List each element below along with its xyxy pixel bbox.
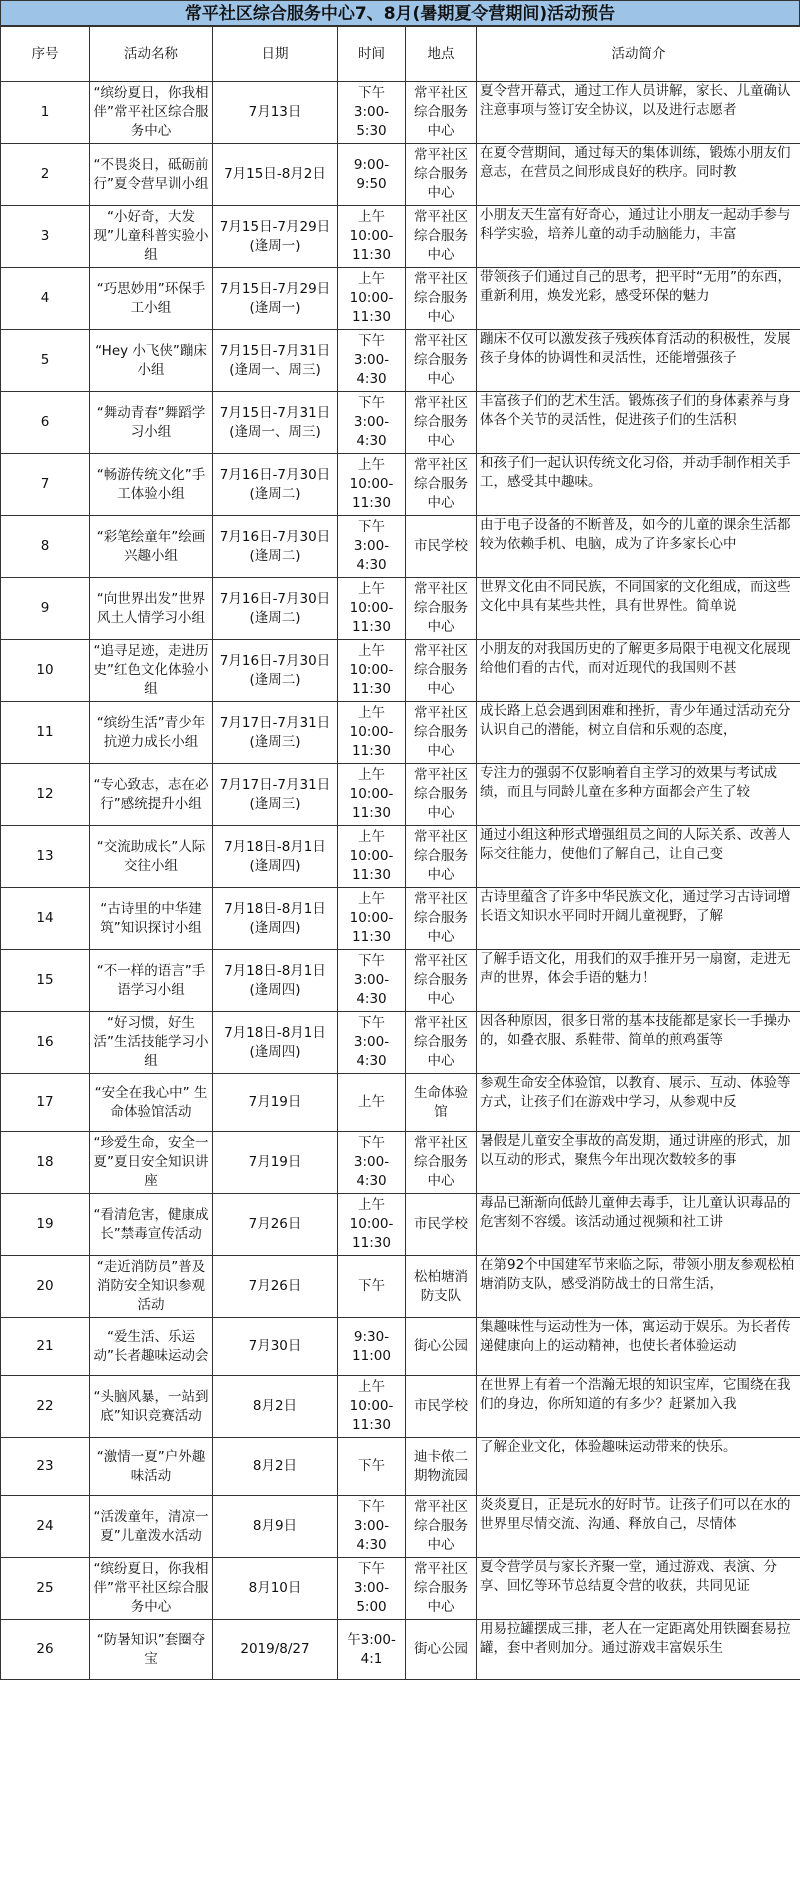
cell-time: 下午3:00-4:30	[338, 950, 406, 1012]
table-row	[1, 516, 800, 578]
cell-activity-name: “活泼童年，清凉一夏”儿童泼水活动	[90, 1496, 213, 1558]
cell-location: 迪卡侬二期物流园	[406, 1438, 477, 1496]
cell-time: 9:30-11:00	[338, 1318, 406, 1376]
table-row	[1, 888, 800, 950]
cell-description	[477, 1074, 800, 1132]
cell-activity-name: “彩笔绘童年”绘画兴趣小组	[90, 516, 213, 578]
cell-location: 常平社区综合服务中心	[406, 950, 477, 1012]
cell-activity-name: “不一样的语言”手语学习小组	[90, 950, 213, 1012]
cell-index: 6	[1, 392, 90, 454]
cell-index: 16	[1, 1012, 90, 1074]
description-text: 小朋友的对我国历史的了解更多局限于电视文化展现给他们看的古代，而对近现代的我国则不甚	[480, 641, 791, 676]
cell-description	[477, 454, 800, 516]
table-row	[1, 206, 800, 268]
cell-time: 上午10:00-11:30	[338, 702, 406, 764]
cell-location: 市民学校	[406, 1376, 477, 1438]
cell-activity-name: “好习惯，好生活”生活技能学习小组	[90, 1012, 213, 1074]
cell-index: 15	[1, 950, 90, 1012]
table-row	[1, 330, 800, 392]
cell-description	[477, 330, 800, 392]
cell-description	[477, 578, 800, 640]
header-row	[1, 27, 800, 82]
table-row	[1, 1620, 800, 1680]
cell-time: 9:00-9:50	[338, 144, 406, 206]
table-row	[1, 640, 800, 702]
cell-description	[477, 1620, 800, 1680]
cell-index: 5	[1, 330, 90, 392]
cell-location: 常平社区综合服务中心	[406, 454, 477, 516]
cell-activity-name: “追寻足迹，走进历史”红色文化体验小组	[90, 640, 213, 702]
cell-date: 7月17日-7月31日(逢周三)	[213, 764, 338, 826]
table-row	[1, 1132, 800, 1194]
cell-index: 24	[1, 1496, 90, 1558]
cell-activity-name: “Hey 小飞侠”蹦床小组	[90, 330, 213, 392]
cell-index: 9	[1, 578, 90, 640]
cell-time: 上午10:00-11:30	[338, 206, 406, 268]
cell-time: 上午10:00-11:30	[338, 454, 406, 516]
cell-location: 常平社区综合服务中心	[406, 702, 477, 764]
table-row	[1, 702, 800, 764]
table-row	[1, 1256, 800, 1318]
description-text: 和孩子们一起认识传统文化习俗，并动手制作相关手工，感受其中趣味。	[480, 455, 791, 490]
cell-description	[477, 1376, 800, 1438]
cell-date: 7月16日-7月30日(逢周二)	[213, 640, 338, 702]
cell-date: 7月19日	[213, 1074, 338, 1132]
cell-index: 7	[1, 454, 90, 516]
cell-description	[477, 950, 800, 1012]
table-row	[1, 1496, 800, 1558]
cell-date: 7月15日-7月31日(逢周一、周三)	[213, 330, 338, 392]
table-row	[1, 1012, 800, 1074]
cell-description	[477, 640, 800, 702]
cell-description	[477, 206, 800, 268]
cell-description	[477, 764, 800, 826]
cell-date: 7月18日-8月1日(逢周四)	[213, 1012, 338, 1074]
cell-location: 常平社区综合服务中心	[406, 764, 477, 826]
description-text: 带领孩子们通过自己的思考，把平时“无用”的东西，重新利用，焕发光彩，感受环保的魅力	[480, 269, 791, 304]
cell-description	[477, 1558, 800, 1620]
table-row	[1, 578, 800, 640]
cell-location: 常平社区综合服务中心	[406, 1558, 477, 1620]
cell-location: 常平社区综合服务中心	[406, 392, 477, 454]
cell-time: 下午3:00-4:30	[338, 1132, 406, 1194]
table-row	[1, 826, 800, 888]
description-text: 用易拉罐摆成三排，老人在一定距离处用铁圈套易拉罐，套中者则加分。通过游戏丰富娱乐生	[480, 1621, 791, 1656]
cell-location: 市民学校	[406, 1194, 477, 1256]
cell-index: 22	[1, 1376, 90, 1438]
table-row	[1, 764, 800, 826]
header-location: 地点	[406, 27, 477, 82]
description-text: 蹦床不仅可以激发孩子残疾体育活动的积极性，发展孩子身体的协调性和灵活性，还能增强孩子	[480, 331, 791, 366]
cell-time: 下午3:00-4:30	[338, 516, 406, 578]
cell-description	[477, 888, 800, 950]
cell-index: 12	[1, 764, 90, 826]
cell-location: 市民学校	[406, 516, 477, 578]
cell-time: 上午10:00-11:30	[338, 268, 406, 330]
cell-index: 23	[1, 1438, 90, 1496]
cell-description	[477, 1496, 800, 1558]
table-row	[1, 392, 800, 454]
cell-activity-name: “缤纷生活”青少年抗逆力成长小组	[90, 702, 213, 764]
cell-index: 19	[1, 1194, 90, 1256]
cell-activity-name: “珍爱生命，安全一夏”夏日安全知识讲座	[90, 1132, 213, 1194]
description-text: 成长路上总会遇到困难和挫折，青少年通过活动充分认识自己的潜能，树立自信和乐观的态度，	[480, 703, 791, 738]
cell-location: 常平社区综合服务中心	[406, 144, 477, 206]
description-text: 毒品已渐渐向低龄儿童伸去毒手，让儿童认识毒品的危害刻不容缓。该活动通过视频和社工讲	[480, 1195, 791, 1230]
cell-description	[477, 702, 800, 764]
cell-date: 8月10日	[213, 1558, 338, 1620]
cell-index: 11	[1, 702, 90, 764]
cell-description	[477, 144, 800, 206]
description-text: 参观生命安全体验馆，以教育、展示、互动、体验等方式，让孩子们在游戏中学习，从参观中反	[480, 1075, 791, 1110]
cell-activity-name: “小好奇，大发现”儿童科普实验小组	[90, 206, 213, 268]
cell-activity-name: “走近消防员”普及消防安全知识参观活动	[90, 1256, 213, 1318]
cell-activity-name: “向世界出发”世界风土人情学习小组	[90, 578, 213, 640]
cell-index: 25	[1, 1558, 90, 1620]
cell-date: 7月19日	[213, 1132, 338, 1194]
table-row	[1, 1376, 800, 1438]
activity-table	[0, 26, 800, 1680]
cell-index: 18	[1, 1132, 90, 1194]
description-text: 在第92个中国建军节来临之际，带领小朋友参观松柏塘消防支队，感受消防战士的日常生活，	[480, 1257, 795, 1292]
cell-index: 17	[1, 1074, 90, 1132]
sheet-title: 常平社区综合服务中心7、8月(暑期夏令营期间)活动预告	[0, 0, 800, 26]
table-row	[1, 950, 800, 1012]
cell-activity-name: “缤纷夏日，你我相伴”常平社区综合服务中心	[90, 1558, 213, 1620]
cell-time: 下午3:00-4:30	[338, 330, 406, 392]
cell-index: 13	[1, 826, 90, 888]
cell-location: 常平社区综合服务中心	[406, 206, 477, 268]
description-text: 通过小组这种形式增强组员之间的人际关系、改善人际交往能力，使他们了解自己，让自己变	[480, 827, 791, 862]
cell-date: 7月26日	[213, 1194, 338, 1256]
table-row	[1, 268, 800, 330]
cell-activity-name: “舞动青春”舞蹈学习小组	[90, 392, 213, 454]
cell-description	[477, 1012, 800, 1074]
cell-index: 3	[1, 206, 90, 268]
cell-location: 常平社区综合服务中心	[406, 1496, 477, 1558]
cell-date: 8月9日	[213, 1496, 338, 1558]
cell-time: 上午10:00-11:30	[338, 578, 406, 640]
description-text: 在夏令营期间，通过每天的集体训练，锻炼小朋友们意志，在营员之间形成良好的秩序。同时教	[480, 145, 791, 180]
cell-activity-name: “头脑风暴，一站到底”知识竞赛活动	[90, 1376, 213, 1438]
cell-time: 下午3:00-4:30	[338, 1496, 406, 1558]
cell-date: 8月2日	[213, 1438, 338, 1496]
cell-time: 下午3:00-5:30	[338, 82, 406, 144]
description-text: 集趣味性与运动性为一体，寓运动于娱乐。为长者传递健康向上的运动精神，也使长者体验运动	[480, 1319, 791, 1354]
cell-index: 21	[1, 1318, 90, 1376]
cell-activity-name: “激情一夏”户外趣味活动	[90, 1438, 213, 1496]
cell-index: 26	[1, 1620, 90, 1680]
cell-date: 7月15日-7月29日(逢周一)	[213, 268, 338, 330]
cell-date: 7月15日-7月31日(逢周一、周三)	[213, 392, 338, 454]
cell-activity-name: “不畏炎日，砥砺前行”夏令营早训小组	[90, 144, 213, 206]
table-row	[1, 1074, 800, 1132]
cell-time: 上午10:00-11:30	[338, 640, 406, 702]
cell-location: 街心公园	[406, 1318, 477, 1376]
description-text: 由于电子设备的不断普及，如今的儿童的课余生活都较为依赖手机、电脑，成为了许多家长心中	[480, 517, 791, 552]
cell-location: 常平社区综合服务中心	[406, 888, 477, 950]
description-text: 了解手语文化，用我们的双手推开另一扇窗，走进无声的世界，体会手语的魅力！	[480, 951, 791, 986]
table-header	[1, 27, 800, 82]
cell-time: 下午3:00-4:30	[338, 392, 406, 454]
cell-activity-name: “爱生活、乐运动”长者趣味运动会	[90, 1318, 213, 1376]
cell-date: 7月18日-8月1日(逢周四)	[213, 826, 338, 888]
cell-time: 上午	[338, 1074, 406, 1132]
description-text: 炎炎夏日，正是玩水的好时节。让孩子们可以在水的世界里尽情交流、沟通、释放自己，尽情体	[480, 1497, 791, 1532]
cell-activity-name: “缤纷夏日，你我相伴”常平社区综合服务中心	[90, 82, 213, 144]
cell-location: 松柏塘消防支队	[406, 1256, 477, 1318]
header-date: 日期	[213, 27, 338, 82]
cell-location: 常平社区综合服务中心	[406, 1132, 477, 1194]
description-text: 因各种原因，很多日常的基本技能都是家长一手操办的，如叠衣服、系鞋带、简单的煎鸡蛋等	[480, 1013, 791, 1048]
cell-location: 常平社区综合服务中心	[406, 578, 477, 640]
cell-index: 1	[1, 82, 90, 144]
cell-date: 7月18日-8月1日(逢周四)	[213, 888, 338, 950]
description-text: 夏令营开幕式，通过工作人员讲解，家长、儿童确认注意事项与签订安全协议，以及进行志愿者	[480, 83, 791, 118]
cell-time: 上午10:00-11:30	[338, 826, 406, 888]
description-text: 世界文化由不同民族，不同国家的文化组成，而这些文化中具有某些共性，具有世界性。简单说	[480, 579, 791, 614]
table-row	[1, 1558, 800, 1620]
cell-description	[477, 392, 800, 454]
header-time: 时间	[338, 27, 406, 82]
table-body	[1, 82, 800, 1680]
cell-location: 街心公园	[406, 1620, 477, 1680]
cell-time: 下午3:00-5:00	[338, 1558, 406, 1620]
cell-description	[477, 516, 800, 578]
cell-location: 常平社区综合服务中心	[406, 268, 477, 330]
cell-activity-name: “畅游传统文化”手工体验小组	[90, 454, 213, 516]
cell-date: 7月16日-7月30日(逢周二)	[213, 578, 338, 640]
cell-time: 上午10:00-11:30	[338, 888, 406, 950]
cell-description	[477, 1132, 800, 1194]
cell-date: 7月15日-8月2日	[213, 144, 338, 206]
cell-time: 午3:00-4:1	[338, 1620, 406, 1680]
cell-activity-name: “看清危害，健康成长”禁毒宣传活动	[90, 1194, 213, 1256]
description-text: 丰富孩子们的艺术生活。锻炼孩子们的身体素养与身体各个关节的灵活性，促进孩子们的生活积	[480, 393, 791, 428]
cell-time: 上午10:00-11:30	[338, 1194, 406, 1256]
description-text: 专注力的强弱不仅影响着自主学习的效果与考试成绩，而且与同龄儿童在多种方面都会产生了较	[480, 765, 777, 800]
cell-description	[477, 826, 800, 888]
table-row	[1, 1318, 800, 1376]
cell-date: 8月2日	[213, 1376, 338, 1438]
cell-time: 下午3:00-4:30	[338, 1012, 406, 1074]
cell-index: 14	[1, 888, 90, 950]
cell-date: 7月30日	[213, 1318, 338, 1376]
cell-location: 常平社区综合服务中心	[406, 826, 477, 888]
cell-date: 7月15日-7月29日(逢周一)	[213, 206, 338, 268]
cell-date: 7月17日-7月31日(逢周三)	[213, 702, 338, 764]
cell-date: 7月13日	[213, 82, 338, 144]
cell-location: 常平社区综合服务中心	[406, 82, 477, 144]
table-row	[1, 1438, 800, 1496]
table-row	[1, 144, 800, 206]
cell-location: 常平社区综合服务中心	[406, 640, 477, 702]
header-activity-name: 活动名称	[90, 27, 213, 82]
table-row	[1, 82, 800, 144]
description-text: 暑假是儿童安全事故的高发期，通过讲座的形式，加以互动的形式，聚焦今年出现次数较多的事	[480, 1133, 791, 1168]
cell-time: 下午	[338, 1256, 406, 1318]
cell-location: 常平社区综合服务中心	[406, 330, 477, 392]
cell-description	[477, 82, 800, 144]
table-row	[1, 454, 800, 516]
cell-description	[477, 1194, 800, 1256]
cell-time: 上午10:00-11:30	[338, 1376, 406, 1438]
cell-location: 生命体验馆	[406, 1074, 477, 1132]
description-text: 了解企业文化，体验趣味运动带来的快乐。	[480, 1439, 737, 1455]
table-row	[1, 1194, 800, 1256]
cell-index: 8	[1, 516, 90, 578]
cell-location: 常平社区综合服务中心	[406, 1012, 477, 1074]
cell-description	[477, 1438, 800, 1496]
cell-date: 2019/8/27	[213, 1620, 338, 1680]
cell-description	[477, 268, 800, 330]
description-text: 小朋友天生富有好奇心，通过让小朋友一起动手参与科学实验，培养儿童的动手动脑能力，丰富	[480, 207, 791, 242]
cell-time: 上午10:00-11:30	[338, 764, 406, 826]
cell-activity-name: “交流助成长”人际交往小组	[90, 826, 213, 888]
cell-time: 下午	[338, 1438, 406, 1496]
description-text: 夏令营学员与家长齐聚一堂，通过游戏、表演、分享、回忆等环节总结夏令营的收获，共同见证	[480, 1559, 777, 1594]
header-index: 序号	[1, 27, 90, 82]
cell-activity-name: “安全在我心中” 生命体验馆活动	[90, 1074, 213, 1132]
cell-activity-name: “防暑知识”套圈夺宝	[90, 1620, 213, 1680]
cell-date: 7月16日-7月30日(逢周二)	[213, 454, 338, 516]
cell-date: 7月16日-7月30日(逢周二)	[213, 516, 338, 578]
description-text: 在世界上有着一个浩瀚无垠的知识宝库，它围绕在我们的身边，你所知道的有多少？赶紧加入我	[480, 1377, 791, 1412]
header-description: 活动简介	[477, 27, 800, 82]
cell-index: 4	[1, 268, 90, 330]
cell-activity-name: “专心致志，志在必行”感统提升小组	[90, 764, 213, 826]
description-text: 古诗里蕴含了许多中华民族文化，通过学习古诗词增长语文知识水平同时开阔儿童视野，了解	[480, 889, 791, 924]
cell-description	[477, 1256, 800, 1318]
cell-description	[477, 1318, 800, 1376]
cell-index: 10	[1, 640, 90, 702]
cell-date: 7月26日	[213, 1256, 338, 1318]
cell-index: 2	[1, 144, 90, 206]
cell-activity-name: “古诗里的中华建筑”知识探讨小组	[90, 888, 213, 950]
cell-date: 7月18日-8月1日(逢周四)	[213, 950, 338, 1012]
cell-index: 20	[1, 1256, 90, 1318]
cell-activity-name: “巧思妙用”环保手工小组	[90, 268, 213, 330]
